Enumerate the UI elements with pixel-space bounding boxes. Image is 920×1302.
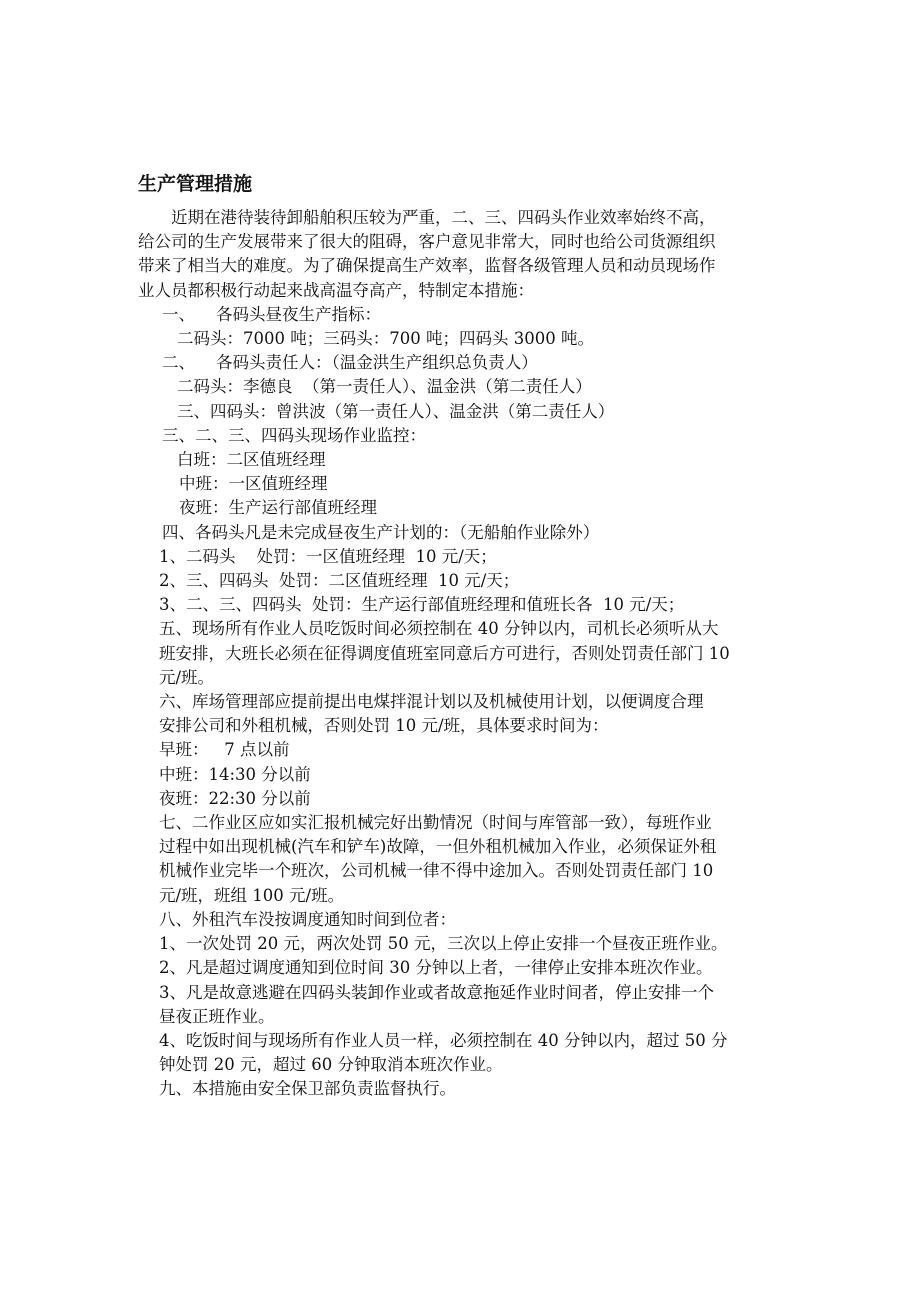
text-line: 4、吃饭时间与现场所有作业人员一样，必须控制在 40 分钟以内，超过 50 分: [159, 1030, 728, 1050]
text-line: 白班：二区值班经理: [177, 450, 326, 470]
text-line: 夜班：22:30 分以前: [159, 788, 311, 808]
text-line: 元/班，班组 100 元/班。: [159, 885, 345, 905]
text-line: 过程中如出现机械(汽车和铲车)故障，一但外租机械加入作业，必须保证外租: [159, 837, 717, 857]
text-line: 昼夜正班作业。: [159, 1006, 275, 1026]
text-line: 九、本措施由安全保卫部负责监督执行。: [159, 1079, 456, 1099]
text-line: 3、二、三、四码头 处罚：生产运行部值班经理和值班长各 10 元/天；: [159, 595, 685, 615]
text-line: 八、外租汽车没按调度通知时间到位者：: [159, 909, 456, 929]
document-body: [138, 206, 782, 1102]
text-line: 四、各码头凡是未完成昼夜生产计划的：（无船舶作业除外）: [162, 522, 600, 542]
text-line: 带来了相当大的难度。为了确保提高生产效率，监督各级管理人员和动员现场作: [138, 256, 716, 276]
text-line: 六、库场管理部应提前提出电煤拌混计划以及机械使用计划，以便调度合理: [159, 692, 704, 712]
text-line: 七、二作业区应如实汇报机械完好出勤情况（时间与库管部一致），每班作业: [159, 813, 712, 833]
text-line: 2、三、四码头 处罚：二区值班经理 10 元/天；: [159, 571, 520, 591]
text-line: 早班： 7 点以前: [159, 740, 290, 760]
text-line: 给公司的生产发展带来了很大的阻碍，客户意见非常大，同时也给公司货源组织: [138, 232, 716, 252]
text-line: 二码头：7000 吨；三码头：700 吨；四码头 3000 吨。: [177, 329, 594, 349]
text-line: 二、 各码头责任人：（温金洪生产组织总负责人）: [162, 353, 538, 373]
text-line: 班安排，大班长必须在征得调度值班室同意后方可进行，否则处罚责任部门 10: [159, 643, 730, 663]
text-line: 2、凡是超过调度通知到位时间 30 分钟以上者，一律停止安排本班次作业。: [159, 958, 713, 978]
text-line: 元/班。: [159, 667, 215, 687]
text-line: 二码头：李德良 （第一责任人）、温金洪（第二责任人）: [177, 377, 592, 397]
text-line: 1、二码头 处罚：一区值班经理 10 元/天；: [159, 546, 497, 566]
text-line: 安排公司和外租机械，否则处罚 10 元/班，具体要求时间为：: [159, 716, 609, 736]
text-line: 五、现场所有作业人员吃饭时间必须控制在 40 分钟以内，司机长必须听从大: [159, 619, 719, 639]
document-title: 生产管理措施: [138, 173, 253, 195]
text-line: 夜班：生产运行部值班经理: [179, 498, 377, 518]
text-line: 近期在港待装待卸船舶积压较为严重，二、三、四码头作业效率始终不高，: [171, 208, 716, 227]
text-line: 钟处罚 20 元，超过 60 分钟取消本班次作业。: [159, 1055, 503, 1075]
text-line: 中班：一区值班经理: [179, 474, 328, 494]
text-line: 3、凡是故意逃避在四码头装卸作业或者故意拖延作业时间者，停止安排一个: [159, 982, 714, 1002]
text-line: 业人员都积极行动起来战高温夺高产，特制定本措施：: [138, 280, 534, 300]
text-line: 1、一次处罚 20 元，两次处罚 50 元，三次以上停止安排一个昼夜正班作业。: [159, 934, 728, 954]
text-line: 中班：14:30 分以前: [159, 764, 311, 784]
text-line: 机械作业完毕一个班次，公司机械一律不得中途加入。否则处罚责任部门 10: [159, 861, 714, 881]
text-line: 三、四码头：曾洪波（第一责任人）、温金洪（第二责任人）: [177, 401, 615, 421]
text-line: 三、二、三、四码头现场作业监控：: [162, 425, 426, 445]
text-line: 一、 各码头昼夜生产指标：: [162, 304, 381, 324]
